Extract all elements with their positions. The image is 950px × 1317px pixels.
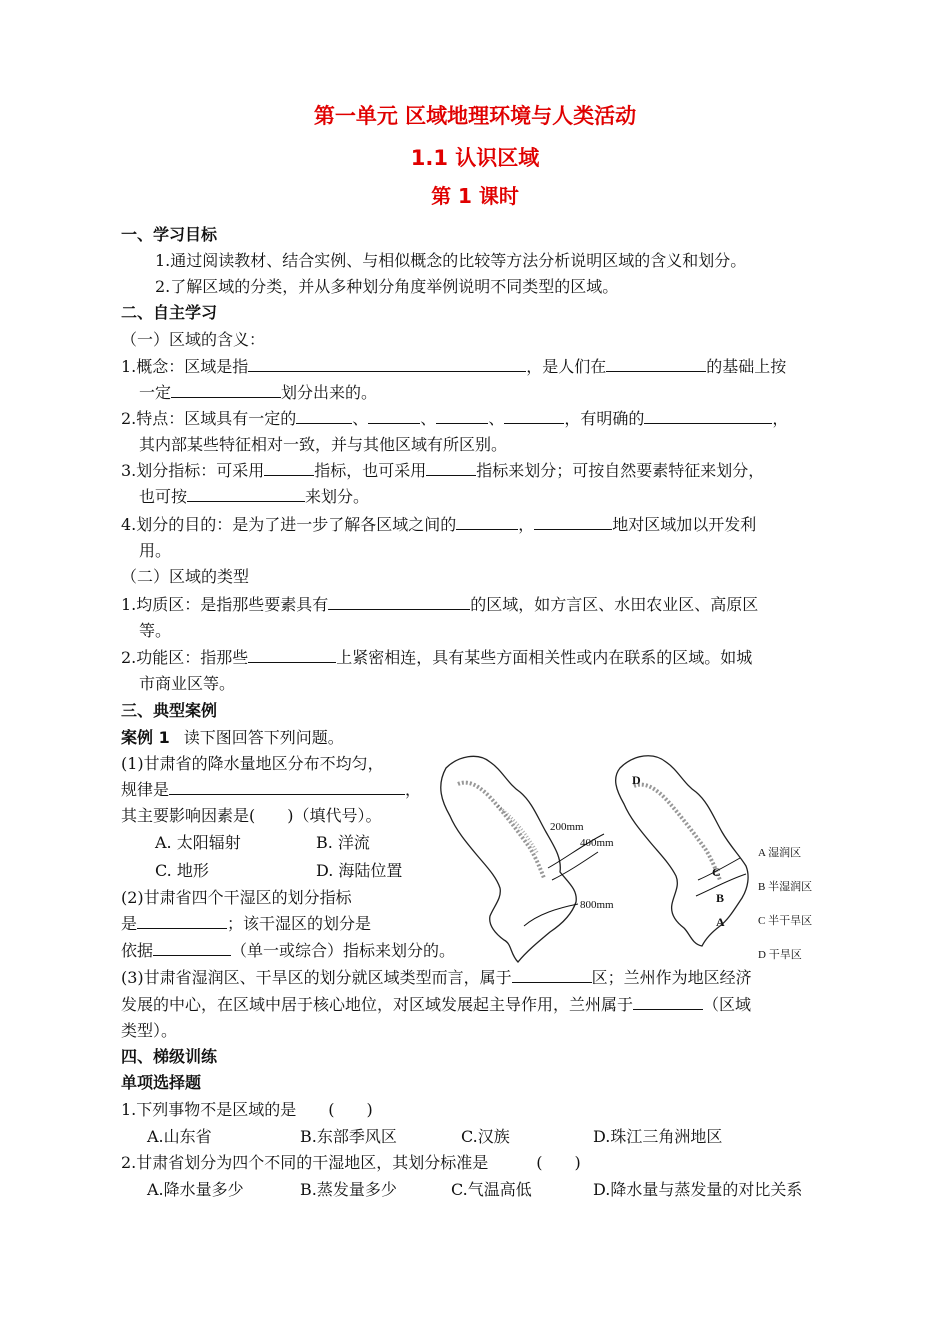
zone-b-label: B xyxy=(716,891,725,905)
blank-indicator[interactable] xyxy=(137,913,227,929)
p3-text-c: 发展的中心，在区域中居于核心地位，对区域发展起主导作用，兰州属于 xyxy=(121,995,634,1014)
q2-text-e: ，有明确的 xyxy=(564,409,645,428)
section1-heading: 一、学习目标 xyxy=(121,225,218,244)
q2-sep-4: ， xyxy=(772,409,789,428)
p2-line2 xyxy=(121,913,371,935)
p3-text-b: 区；兰州作为地区经济 xyxy=(591,968,752,987)
mc1-option-d[interactable]: D.珠江三角洲地区 xyxy=(593,1127,723,1146)
q4-line2: 用。 xyxy=(139,541,172,560)
case-text: 读下图回答下列问题。 xyxy=(183,728,344,747)
p2-text-e: （单一或综合）指标来划分的。 xyxy=(231,941,456,960)
q5-line1 xyxy=(121,594,758,616)
q3-text-e: 来划分。 xyxy=(305,487,370,506)
q6-line2: 市商业区等。 xyxy=(139,674,236,693)
q3-text-c: 指标来划分；可按自然要素特征来划分， xyxy=(476,461,765,480)
q3-line2 xyxy=(139,486,369,508)
subsection-meaning: （一）区域的含义： xyxy=(121,330,266,349)
blank-multi[interactable] xyxy=(426,460,476,476)
blank-purpose[interactable] xyxy=(534,514,612,530)
p1-sep: ， xyxy=(405,780,422,799)
mc2-option-a[interactable]: A.降水量多少 xyxy=(147,1180,244,1199)
q2-sep-3: 、 xyxy=(488,409,505,428)
p1-line2 xyxy=(121,779,421,801)
option-b: B. 洋流 xyxy=(316,833,370,852)
option-a: A. 太阳辐射 xyxy=(155,833,241,852)
mc2-option-c[interactable]: C.气温高低 xyxy=(451,1180,532,1199)
mc1-option-c[interactable]: C.汉族 xyxy=(461,1127,510,1146)
q4-line1 xyxy=(121,514,756,536)
q6-text-b: 上紧密相连，具有某些方面相关性或内在联系的区域。如城 xyxy=(336,648,753,667)
blank-single[interactable] xyxy=(264,460,314,476)
q1-text-b: ，是人们在 xyxy=(526,357,607,376)
isohyet-400-label: 400mm xyxy=(580,837,614,849)
blank-trait-4[interactable] xyxy=(504,408,564,424)
q5-line2: 等。 xyxy=(139,621,172,640)
precipitation-map xyxy=(441,756,604,962)
section-title: 1.1 认识区域 xyxy=(410,146,540,170)
q3-line1 xyxy=(121,460,764,482)
blank-boundary[interactable] xyxy=(644,408,772,424)
blank-human[interactable] xyxy=(187,486,305,502)
option-d: D. 海陆位置 xyxy=(316,861,403,880)
q4-sep: ， xyxy=(518,515,535,534)
p3-line1 xyxy=(121,967,752,989)
p3-line3: 类型）。 xyxy=(121,1021,178,1040)
gansu-maps xyxy=(428,748,823,968)
q1-line1 xyxy=(121,356,786,378)
legend-b: B 半湿润区 xyxy=(758,881,813,893)
legend-c: C 半干旱区 xyxy=(758,915,813,927)
option-c: C. 地形 xyxy=(155,861,209,880)
q2-text-a: 2.特点：区域具有一定的 xyxy=(121,409,297,428)
q1-text-d: 一定 xyxy=(139,383,172,402)
blank-difference[interactable] xyxy=(456,514,518,530)
legend-d: D 干旱区 xyxy=(758,949,802,961)
single-choice-heading: 单项选择题 xyxy=(121,1073,202,1092)
blank-region-type[interactable] xyxy=(512,967,592,983)
subsection-types: （二）区域的类型 xyxy=(121,567,250,586)
q1-text-c: 的基础上按 xyxy=(706,357,787,376)
mc-question-2: 2.甘肃省划分为四个不同的干湿地区，其划分标准是 ( ) xyxy=(121,1153,581,1172)
isohyet-200-label: 200mm xyxy=(550,821,584,833)
q4-text-a: 4.划分的目的：是为了进一步了解各区域之间的 xyxy=(121,515,457,534)
unit-title: 第一单元 区域地理环境与人类活动 xyxy=(313,104,637,128)
q3-text-d: 也可按 xyxy=(139,487,188,506)
mc1-option-a[interactable]: A.山东省 xyxy=(147,1127,212,1146)
zone-c-label: C xyxy=(712,865,721,879)
blank-homogeneous[interactable] xyxy=(328,594,470,610)
mc2-option-b[interactable]: B.蒸发量多少 xyxy=(300,1180,397,1199)
mc1-option-b[interactable]: B.东部季风区 xyxy=(300,1127,397,1146)
q1-text-e: 划分出来的。 xyxy=(281,383,378,402)
p1-line1: (1)甘肃省的降水量地区分布不均匀， xyxy=(121,754,384,773)
q1-line2 xyxy=(139,382,377,404)
p2-text-c: ；该干湿区的划分是 xyxy=(227,914,372,933)
lesson-title: 第 1 课时 xyxy=(431,184,519,208)
p3-text-a: (3)甘肃省湿润区、干旱区的划分就区域类型而言，属于 xyxy=(121,968,512,987)
blank-trait-1[interactable] xyxy=(296,408,352,424)
p1-line3: 其主要影响因素是( )（填代号）。 xyxy=(121,806,382,825)
legend-a: A 湿润区 xyxy=(758,847,802,859)
mc2-option-d[interactable]: D.降水量与蒸发量的对比关系 xyxy=(593,1180,803,1199)
q6-line1 xyxy=(121,647,752,669)
q5-text-a: 1.均质区：是指那些要素具有 xyxy=(121,595,329,614)
zone-a-label: A xyxy=(716,915,725,929)
q2-sep-1: 、 xyxy=(352,409,369,428)
blank-basis[interactable] xyxy=(606,356,706,372)
case-label: 案例 1 xyxy=(121,728,170,747)
p2-line3 xyxy=(121,940,455,962)
q2-sep-2: 、 xyxy=(420,409,437,428)
p2-text-b: 是 xyxy=(121,914,138,933)
blank-functional[interactable] xyxy=(248,647,336,663)
q3-text-b: 指标，也可采用 xyxy=(314,461,427,480)
p3-line2 xyxy=(121,994,751,1016)
section4-heading: 四、梯级训练 xyxy=(121,1047,218,1066)
blank-lanzhou-type[interactable] xyxy=(633,994,703,1010)
mc-question-1: 1.下列事物不是区域的是 ( ) xyxy=(121,1100,373,1119)
p2-line1: (2)甘肃省四个干湿区的划分指标 xyxy=(121,888,352,907)
q5-text-b: 的区域，如方言区、水田农业区、高原区 xyxy=(470,595,759,614)
q6-text-a: 2.功能区：指那些 xyxy=(121,648,249,667)
q3-text-a: 3.划分指标：可采用 xyxy=(121,461,265,480)
q2-line1 xyxy=(121,408,788,430)
section3-heading: 三、典型案例 xyxy=(121,701,218,720)
blank-standard[interactable] xyxy=(171,382,281,398)
blank-pattern[interactable] xyxy=(169,779,405,795)
zone-d-label: D xyxy=(632,773,641,787)
goal-1: 1.通过阅读教材、结合实例、与相似概念的比较等方法分析说明区域的含义和划分。 xyxy=(155,251,747,270)
case-1-intro xyxy=(121,727,344,749)
p1-text-b: 规律是 xyxy=(121,780,170,799)
p3-text-d: （区域 xyxy=(703,995,752,1014)
blank-single-or-multi[interactable] xyxy=(153,940,231,956)
goal-2: 2.了解区域的分类，并从多种划分角度举例说明不同类型的区域。 xyxy=(155,277,619,296)
isohyet-800-label: 800mm xyxy=(580,899,614,911)
q4-text-c: 地对区域加以开发利 xyxy=(612,515,757,534)
blank-concept[interactable] xyxy=(248,356,526,372)
blank-trait-3[interactable] xyxy=(436,408,488,424)
p2-text-d: 依据 xyxy=(121,941,154,960)
blank-trait-2[interactable] xyxy=(368,408,420,424)
q2-line2: 其内部某些特征相对一致，并与其他区域有所区别。 xyxy=(139,435,508,454)
section2-heading: 二、自主学习 xyxy=(121,303,218,322)
q1-text-a: 1.概念：区域是指 xyxy=(121,357,249,376)
